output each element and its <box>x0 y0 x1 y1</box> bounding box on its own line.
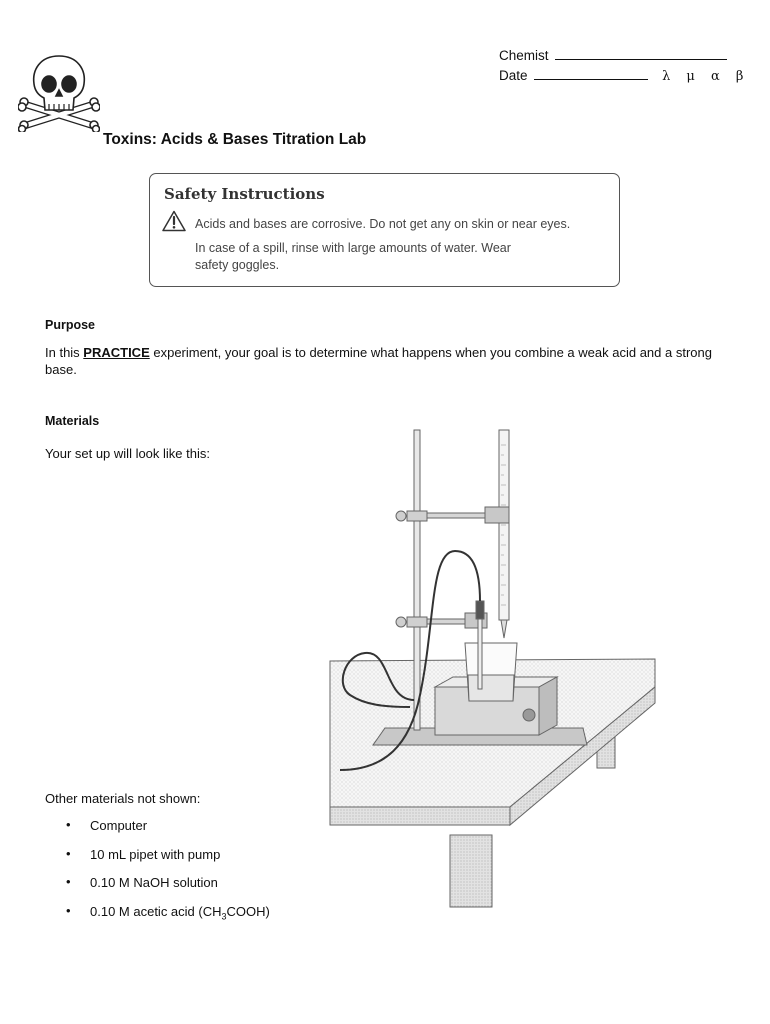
date-field[interactable] <box>499 68 749 84</box>
chemist-label: Chemist <box>499 48 549 63</box>
chemist-field[interactable] <box>499 48 727 63</box>
safety-line-goggles: safety goggles. <box>195 258 280 272</box>
purpose-text-start: In this <box>45 345 84 360</box>
warning-triangle-icon <box>162 210 186 232</box>
skull-crossbones-icon <box>18 52 100 132</box>
safety-instructions-box <box>149 173 620 287</box>
other-materials-text: Other materials not shown: <box>45 791 201 806</box>
page-title: Toxins: Acids & Bases Titration Lab <box>103 131 367 148</box>
practice-emphasis: PRACTICE <box>83 345 150 360</box>
date-blank[interactable] <box>534 68 648 80</box>
acetic-acid-label-end: COOH) <box>226 903 270 919</box>
safety-line-spill: In case of a spill, rinse with large amounts of water. Wear <box>195 241 511 255</box>
safety-line-corrosive: Acids and bases are corrosive. Do not get any on skin or near eyes. <box>195 217 571 231</box>
chemist-blank[interactable] <box>555 48 727 60</box>
acetic-acid-label: 0.10 M acetic acid (CH <box>90 903 222 919</box>
setup-text: Your set up will look like this: <box>45 446 210 461</box>
date-label: Date <box>499 68 528 83</box>
purpose-heading: Purpose <box>45 318 96 332</box>
acetic-acid-subscript: 3 <box>221 911 227 922</box>
materials-list <box>66 818 270 932</box>
titration-setup-illustration <box>325 425 665 910</box>
materials-heading: Materials <box>45 414 100 428</box>
purpose-text <box>45 344 725 378</box>
greek-letters: λ μ α β <box>662 69 750 84</box>
list-item: • 10 mL pipet with pump <box>66 847 270 876</box>
list-item: • 0.10 M NaOH solution <box>66 875 270 904</box>
list-item <box>66 904 270 933</box>
safety-heading: Safety Instructions <box>164 185 325 203</box>
purpose-text-end: experiment, your goal is to determine what happens when you combine a weak acid and a strong base. <box>45 345 712 377</box>
list-item: • Computer <box>66 818 270 847</box>
